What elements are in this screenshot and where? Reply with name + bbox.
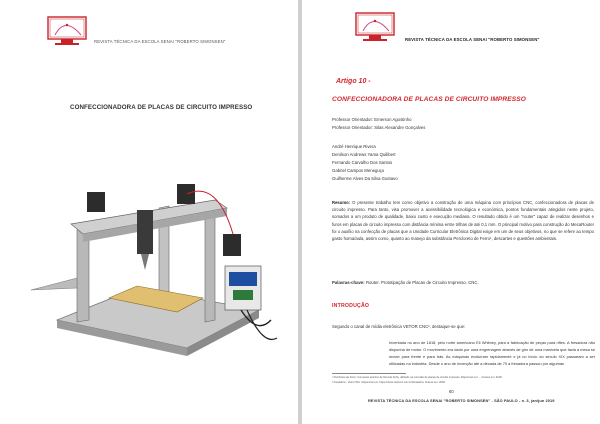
- advisor-line: Professor Orientador: Emerson Agostinho: [332, 117, 412, 122]
- cnc-router-photo: [27, 170, 279, 366]
- section-heading: INTRODUÇÃO: [332, 303, 370, 309]
- footnote-rule: [332, 373, 406, 374]
- keywords-label: Palavras-chave:: [332, 280, 365, 285]
- page-title: CONFECCIONADORA DE PLACAS DE CIRCUITO IMPRESSO: [70, 104, 253, 111]
- page-footer: REVISTA TÉCNICA DA ESCOLA SENAI "ROBERTO SIMONSEN" - SÃO PAULO - n. 3, jan/jun 2019: [368, 398, 555, 403]
- abstract: [332, 199, 594, 242]
- abstract-text: O presente trabalho tem como objetivo a construção de uma máquina com princípios CNC, confeccionadora de placas de circuito impresso. Para tanto, visa promover a acessibilidade tecnológica e económica, pontos fundamentais atingidos neste projeto, somados a um produto de qualidade, baixo custo e execução mediana. O resultado obtido é um "router" capaz de realizar desenhos e furos em placas de circuito impresso com distância mínima entre trilhas de até 0,1 mm. O principal motivo para construção do MecaRouter foi o auxílio na confecção de placas que a Unidade Curricular Eletrônica Digital exige em um de seus objetivos, no que se refere ao tempo gasto homa/aula, assim como, quanto ao manejo da substância Percloreto de Ferro¹, descartes e questões ambientais.: [332, 200, 594, 242]
- intro-lead: Segundo o canal de mídia eletrônica VETOR CNC², destaque-se que:: [332, 324, 466, 329]
- advisor-line: Professor Orientador: Silas Alexandre Gonçalves: [332, 125, 426, 130]
- school-logo: [46, 16, 88, 50]
- footnote: ¹ Percloreto de Ferro: Composto químico de fórmula FeCl₃ utilizado na corrosão de placas de circuito impresso. Disponível em: ... Acesso em: 2018.: [332, 376, 503, 379]
- article-title: CONFECCIONADORA DE PLACAS DE CIRCUITO IMPRESSO: [332, 96, 526, 103]
- article-number: Artigo 10 -: [336, 78, 371, 85]
- right-page: [302, 0, 600, 424]
- keywords: [332, 280, 594, 285]
- author-line: Gabriel Campos Meneguço: [332, 168, 385, 173]
- author-line: Guilherme Alves Da Silva Gustavo: [332, 176, 398, 181]
- journal-header: REVISTA TÉCNICA DA ESCOLA SENAI "ROBERTO SIMONSEN": [405, 37, 540, 42]
- abstract-label: Resumo:: [332, 200, 351, 205]
- author-line: Denilson Andrews Yama Quilibert: [332, 152, 396, 157]
- journal-header: REVISTA TÉCNICA DA ESCOLA SENAI "ROBERTO SIMONSEN": [94, 39, 226, 44]
- left-page: [0, 0, 298, 424]
- keywords-text: Router. Prototipação de Placas de Circuito Impresso. CNC.: [365, 280, 479, 285]
- block-quote: Inventada no ano de 1818, pelo norte americano Eli Whitney, para a fabricação de peças para rifles. A fresadora não dispunha de motor. O movimento era dado por uma engrenagem através de giro de uma manivela que fazia a mesa se mover para frente e para trás. As máquinas evoluíram rapidamente e já no início do século XIX passaram a ser utilizadas na indústria. Desde o ano de invenção até a década de 70 a fresadora passou por algumas: [389, 340, 595, 367]
- author-line: André Henrique Rivera: [332, 144, 376, 149]
- school-logo: [354, 12, 396, 46]
- author-line: Fernando Carvalho Dos Santos: [332, 160, 393, 165]
- page-number: 60: [449, 389, 454, 394]
- footnote: ² Fresadora - Vetor CNC. Disponível em: https://www.vetorcnc.com.br/fresadora. Acesso em: 2018.: [332, 381, 446, 384]
